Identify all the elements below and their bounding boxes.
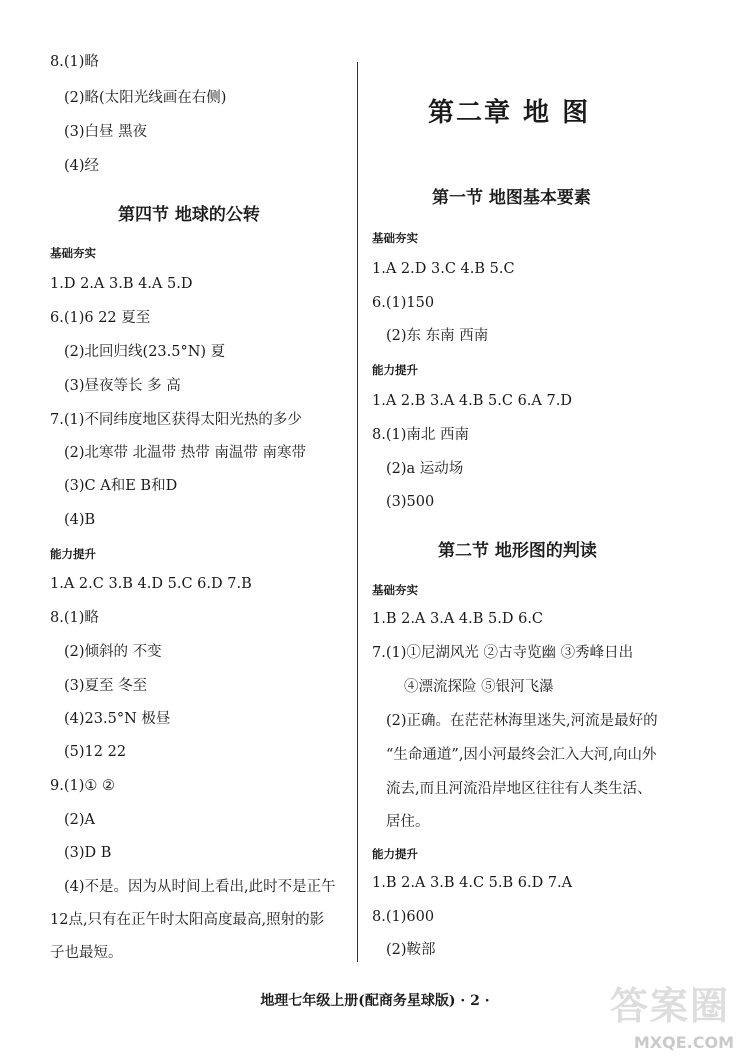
answer-line: 8.(1)略 (50, 610, 99, 626)
answer-line: 1.D 2.A 3.B 4.A 5.D (50, 276, 193, 292)
answer-line: (4)不是。因为从时间上看出,此时不是正午 (64, 879, 336, 895)
section-title: 第一节 地图基本要素 (432, 188, 591, 208)
answer-line: (3)C A和E B和D (64, 478, 178, 494)
answer-line: (2)北寒带 北温带 热带 南温带 南寒带 (64, 445, 306, 461)
label-improve: 能力提升 (372, 363, 418, 377)
answer-line: (2)A (64, 812, 96, 828)
answer-line: (2)略(太阳光线画在右侧) (64, 90, 227, 106)
column-divider (357, 62, 358, 962)
answer-line: (3)D B (64, 845, 112, 861)
answer-line: (3)昼夜等长 多 高 (64, 378, 181, 394)
label-improve: 能力提升 (50, 547, 96, 561)
answer-line: 7.(1)不同纬度地区获得太阳光热的多少 (50, 412, 302, 428)
answer-line: (4)经 (64, 158, 100, 174)
answer-line: 流去,而且河流沿岸地区往往有人类生活、 (386, 781, 652, 797)
answer-line: 1.A 2.D 3.C 4.B 5.C (372, 261, 515, 277)
answer-line: 居住。 (386, 814, 430, 830)
answer-line: 9.(1)① ② (50, 778, 115, 794)
label-basic: 基础夯实 (50, 246, 96, 260)
answer-line: (4)23.5°N 极昼 (64, 711, 171, 727)
answer-line: (2)东 东南 西南 (386, 328, 489, 344)
answer-line: 1.A 2.C 3.B 4.D 5.C 6.D 7.B (50, 576, 252, 592)
answer-line: 6.(1)6 22 夏至 (50, 310, 151, 326)
answer-line: 8.(1)南北 西南 (372, 427, 469, 443)
answer-line: 7.(1)①尼湖风光 ②古寺览幽 ③秀峰日出 (372, 645, 634, 661)
answer-line: (2)a 运动场 (386, 461, 464, 477)
answer-line: (3)夏至 冬至 (64, 678, 148, 694)
answer-line: (3)500 (386, 494, 435, 510)
watermark-logo: 答案圈 (609, 984, 730, 1028)
answer-line: (3)白昼 黑夜 (64, 124, 148, 140)
answer-line: 8.(1)略 (50, 54, 99, 70)
answer-line: ④漂流探险 ⑤银河飞瀑 (404, 679, 554, 695)
section-title: 第二节 地形图的判读 (438, 541, 597, 561)
answer-line: 12点,只有在正午时太阳高度最高,照射的影 (50, 912, 325, 928)
answer-line: (2)倾斜的 不变 (64, 644, 162, 660)
section-title: 第四节 地球的公转 (118, 205, 260, 225)
answer-line: (2)北回归线(23.5°N) 夏 (64, 344, 226, 360)
answer-line: (5)12 22 (64, 744, 127, 760)
answer-line: 1.B 2.A 3.B 4.C 5.B 6.D 7.A (372, 875, 573, 891)
page-footer: 地理七年级上册(配商务星球版) · 2 · (260, 993, 490, 1009)
answer-line: “生命通道”,因小河最终会汇入大河,向山外 (386, 747, 657, 763)
watermark-url: MXQE.COM (633, 1033, 734, 1052)
answer-line: 6.(1)150 (372, 295, 435, 311)
answer-line: 8.(1)600 (372, 909, 435, 925)
answer-line: 1.A 2.B 3.A 4.B 5.C 6.A 7.D (372, 393, 572, 409)
answer-line: (2)鞍部 (386, 942, 436, 958)
answer-line: 1.B 2.A 3.A 4.B 5.D 6.C (372, 611, 544, 627)
label-basic: 基础夯实 (372, 231, 418, 245)
label-improve: 能力提升 (372, 847, 418, 861)
label-basic: 基础夯实 (372, 583, 418, 597)
chapter-title: 第二章 地 图 (428, 98, 591, 128)
answer-line: 子也最短。 (50, 945, 123, 961)
answer-line: (2)正确。在茫茫林海里迷失,河流是最好的 (386, 713, 658, 729)
answer-line: (4)B (64, 512, 96, 528)
